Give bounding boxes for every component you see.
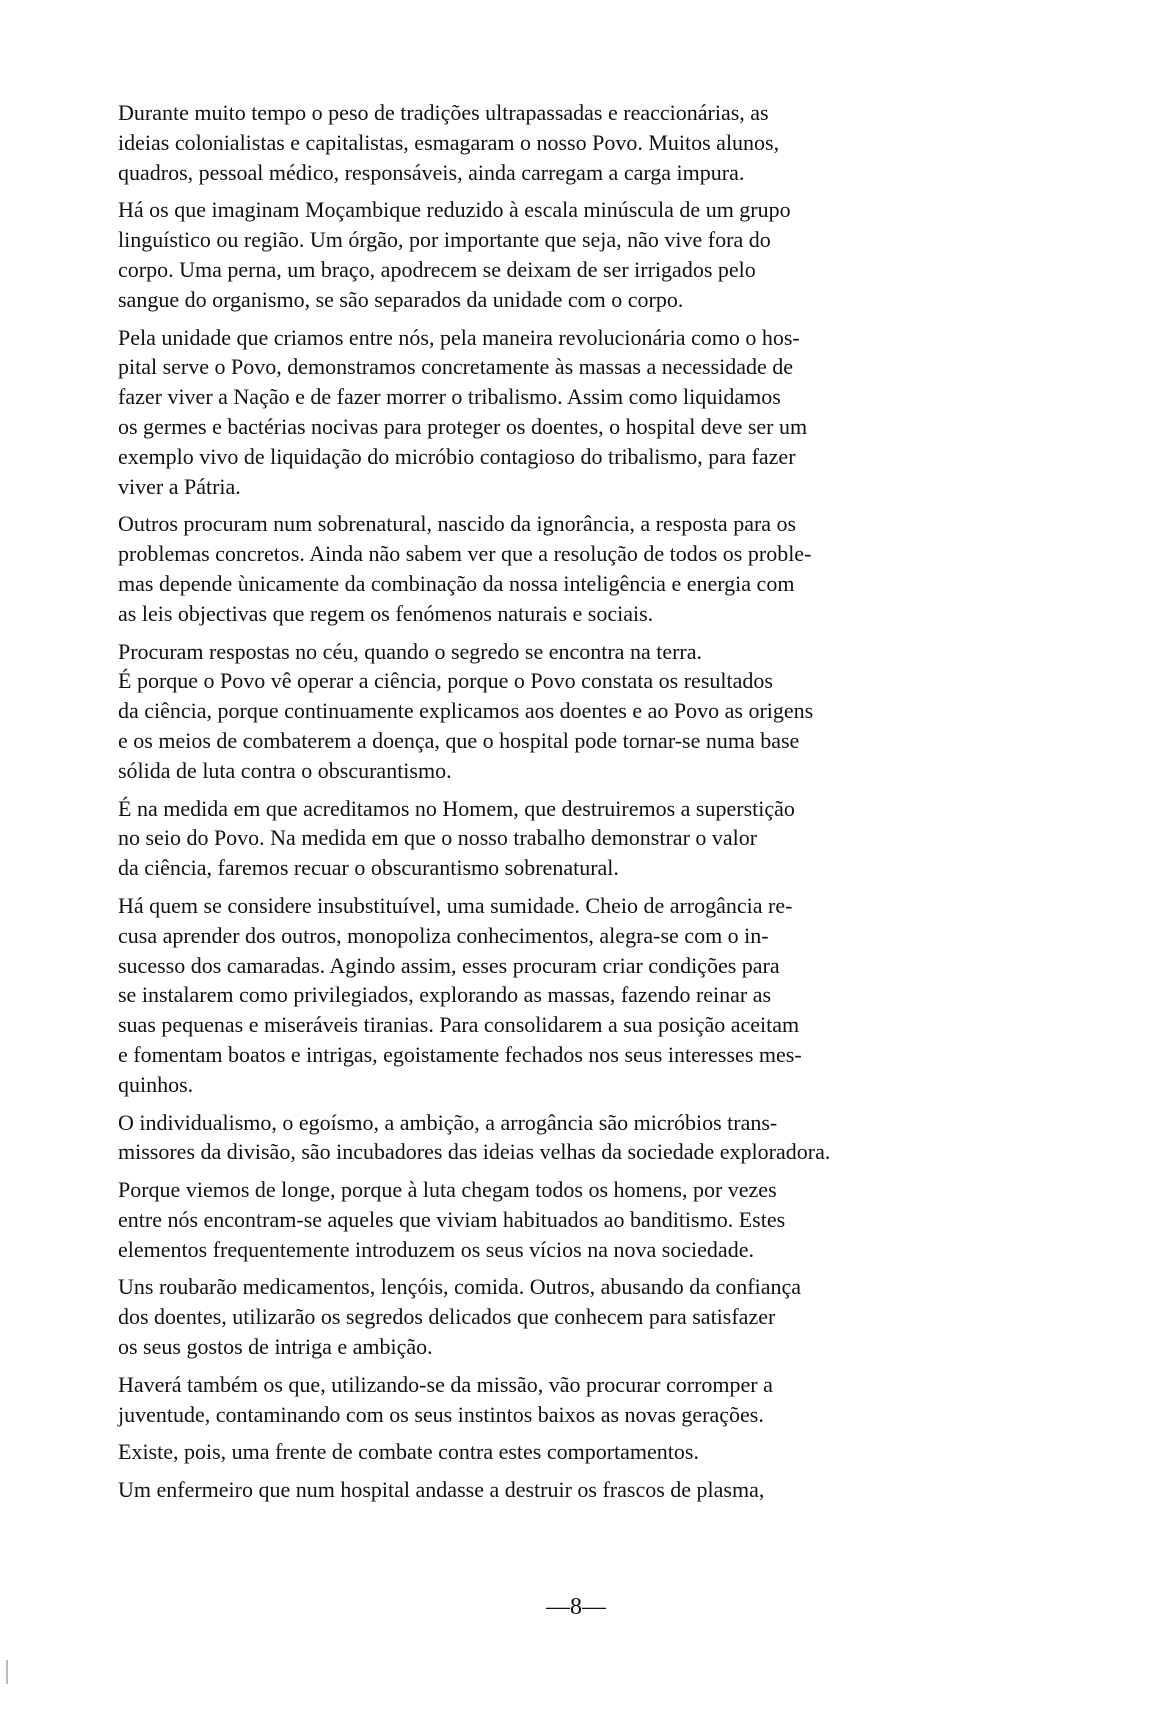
text-line: os germes e bactérias nocivas para proteger os doentes, o hospital deve ser um (118, 413, 808, 439)
text-line: elementos frequentemente introduzem os seus vícios na nova sociedade. (118, 1236, 754, 1262)
text-line: exemplo vivo de liquidação do micróbio contagioso do tribalismo, para fazer (118, 443, 796, 469)
text-line: no seio do Povo. Na medida em que o nosso trabalho demonstrar o valor (118, 825, 758, 851)
text-line: entre nós encontram-se aqueles que viviam habituados ao banditismo. Estes (118, 1206, 786, 1232)
text-line: quinhos. (118, 1071, 194, 1097)
paragraph (118, 1175, 1048, 1264)
paragraph (118, 1370, 1048, 1430)
text-line: Porque viemos de longe, porque à luta chegam todos os homens, por vezes (118, 1177, 777, 1203)
text-line: Outros procuram num sobrenatural, nascido da ignorância, a resposta para os (118, 511, 797, 537)
body-text (118, 98, 1048, 1513)
paragraph (118, 794, 1048, 883)
text-line: Há quem se considere insubstituível, uma sumidade. Cheio de arrogância re- (118, 892, 793, 918)
text-line: se instalarem como privilegiados, explorando as massas, fazendo reinar as (118, 982, 772, 1008)
text-line: suas pequenas e miseráveis tiranias. Para consolidarem a sua posição aceitam (118, 1012, 800, 1038)
text-line: missores da divisão, são incubadores das ideias velhas da sociedade exploradora. (118, 1139, 831, 1165)
text-line: dos doentes, utilizarão os segredos delicados que conhecem para satisfazer (118, 1304, 776, 1330)
paragraph (118, 637, 1048, 786)
text-line: as leis objectivas que regem os fenómenos naturais e sociais. (118, 600, 654, 626)
text-line: Procuram respostas no céu, quando o segredo se encontra na terra. (118, 638, 703, 664)
scan-edge-mark (6, 1660, 8, 1684)
text-line: quadros, pessoal médico, responsáveis, ainda carregam a carga impura. (118, 159, 745, 185)
text-line: e fomentam boatos e intrigas, egoistamente fechados nos seus interesses mes- (118, 1041, 802, 1067)
text-line: mas depende ùnicamente da combinação da nossa inteligência e energia com (118, 570, 795, 596)
paragraph (118, 1272, 1048, 1361)
text-line: Há os que imaginam Moçambique reduzido à escala minúscula de um grupo (118, 197, 791, 223)
text-line: Existe, pois, uma frente de combate contra estes comportamentos. (118, 1439, 699, 1465)
text-line: problemas concretos. Ainda não sabem ver que a resolução de todos os proble- (118, 541, 812, 567)
text-line: juventude, contaminando com os seus instintos baixos as novas gerações. (118, 1401, 764, 1427)
text-line: Uns roubarão medicamentos, lençóis, comida. Outros, abusando da confiança (118, 1274, 802, 1300)
text-line: da ciência, porque continuamente explicamos aos doentes e ao Povo as origens (118, 698, 814, 724)
text-line: fazer viver a Nação e de fazer morrer o tribalismo. Assim como liquidamos (118, 384, 781, 410)
paragraph (118, 98, 1048, 187)
text-line: corpo. Uma perna, um braço, apodrecem se deixam de ser irrigados pelo (118, 256, 756, 282)
text-line: sangue do organismo, se são separados da unidade com o corpo. (118, 286, 684, 312)
text-line: Pela unidade que criamos entre nós, pela maneira revolucionária como o hos- (118, 324, 800, 350)
text-line: Haverá também os que, utilizando-se da missão, vão procurar corromper a (118, 1371, 773, 1397)
text-line: O individualismo, o egoísmo, a ambição, a arrogância são micróbios trans- (118, 1109, 778, 1135)
text-line: da ciência, faremos recuar o obscurantismo sobrenatural. (118, 855, 619, 881)
text-line: É porque o Povo vê operar a ciência, porque o Povo constata os resultados (118, 668, 773, 694)
paragraph (118, 195, 1048, 314)
text-line: É na medida em que acreditamos no Homem, que destruiremos a superstição (118, 795, 795, 821)
paragraph (118, 1108, 1048, 1168)
text-line: sólida de luta contra o obscurantismo. (118, 757, 452, 783)
text-line: Durante muito tempo o peso de tradições ultrapassadas e reaccionárias, as (118, 100, 769, 125)
paragraph (118, 1475, 1048, 1505)
paragraph (118, 323, 1048, 502)
paragraph (118, 1437, 1048, 1467)
text-line: os seus gostos de intriga e ambição. (118, 1334, 433, 1360)
text-line: linguístico ou região. Um órgão, por importante que seja, não vive fora do (118, 227, 771, 253)
text-line: e os meios de combaterem a doença, que o hospital pode tornar-se numa base (118, 727, 800, 753)
text-line: cusa aprender dos outros, monopoliza conhecimentos, alegra-se com o in- (118, 922, 769, 948)
text-line: sucesso dos camaradas. Agindo assim, esses procuram criar condições para (118, 952, 780, 978)
text-line: Um enfermeiro que num hospital andasse a destruir os frascos de plasma, (118, 1477, 765, 1503)
page-number: —8— (546, 1594, 606, 1620)
text-line: pital serve o Povo, demonstramos concretamente às massas a necessidade de (118, 354, 794, 380)
paragraph (118, 509, 1048, 628)
text-line: viver a Pátria. (118, 473, 241, 499)
paragraph (118, 891, 1048, 1100)
text-line: ideias colonialistas e capitalistas, esmagaram o nosso Povo. Muitos alunos, (118, 129, 780, 155)
